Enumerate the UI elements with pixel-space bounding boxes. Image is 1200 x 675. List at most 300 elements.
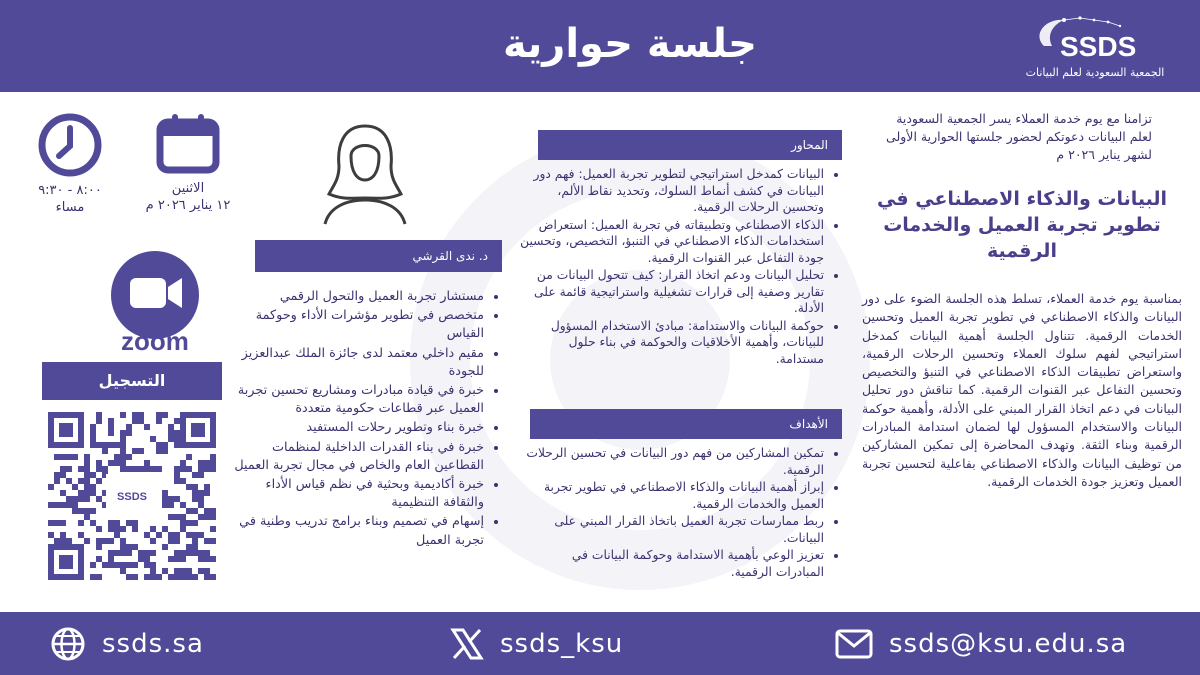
qr-module <box>180 568 186 574</box>
qr-module <box>168 574 174 580</box>
qr-module <box>162 526 168 532</box>
qr-module <box>66 538 72 544</box>
qr-module <box>162 490 168 496</box>
list-item: • إسهام في تصميم وبناء برامج تدريب وطنية في تجربة العميل <box>230 513 484 549</box>
qr-module <box>66 478 72 484</box>
list-item: • خبرة بناء وتطوير رحلات المستفيد <box>230 419 484 437</box>
list-item: • ربط ممارسات تجربة العميل باتخاذ القرار المبني على البيانات. <box>520 513 824 546</box>
qr-module <box>138 412 144 418</box>
qr-module <box>198 532 204 538</box>
axes-list <box>520 166 842 367</box>
qr-module <box>72 484 78 490</box>
qr-module <box>132 562 138 568</box>
qr-module <box>108 460 114 466</box>
qr-module <box>132 466 138 472</box>
qr-module <box>204 550 210 556</box>
event-day: الاثنين <box>171 181 205 196</box>
qr-module <box>54 538 60 544</box>
qr-module <box>96 574 102 580</box>
qr-module <box>192 472 198 478</box>
qr-module <box>72 508 78 514</box>
qr-module <box>102 448 108 454</box>
qr-module <box>90 472 96 478</box>
qr-module <box>96 412 102 418</box>
qr-module <box>168 496 174 502</box>
qr-module <box>108 562 114 568</box>
globe-icon <box>50 626 86 662</box>
qr-module <box>162 412 168 418</box>
qr-module <box>150 436 156 442</box>
qr-module <box>186 568 192 574</box>
qr-module <box>162 496 168 502</box>
qr-module <box>192 508 198 514</box>
qr-module <box>120 562 126 568</box>
qr-module <box>162 442 168 448</box>
qr-module <box>54 472 60 478</box>
qr-module <box>174 496 180 502</box>
qr-module <box>60 466 66 472</box>
qr-module <box>198 502 204 508</box>
qr-module <box>180 460 186 466</box>
list-item: • البيانات كمدخل استراتيجي لتطوير تجربة العميل: فهم دور البيانات في كشف أنماط السلوك، وتحديد نقاط الألم، وتحسين الرحلات الرقمية. <box>520 166 824 216</box>
qr-module <box>60 520 66 526</box>
qr-module <box>108 526 114 532</box>
qr-module <box>174 568 180 574</box>
qr-module <box>168 556 174 562</box>
qr-module <box>186 484 192 490</box>
qr-module <box>168 532 174 538</box>
qr-module <box>162 502 168 508</box>
qr-module <box>144 556 150 562</box>
page-title: جلسة حوارية <box>503 21 757 67</box>
qr-module <box>186 544 192 550</box>
date-block <box>138 112 238 214</box>
qr-module <box>78 532 84 538</box>
qr-module <box>210 526 216 532</box>
qr-module <box>180 550 186 556</box>
qr-module <box>132 418 138 424</box>
qr-module <box>84 460 90 466</box>
qr-module <box>48 502 54 508</box>
qr-module <box>60 490 66 496</box>
qr-module <box>96 466 102 472</box>
qr-module <box>132 526 138 532</box>
qr-module <box>174 442 180 448</box>
qr-module <box>162 568 168 574</box>
qr-module <box>198 496 204 502</box>
qr-module <box>210 538 216 544</box>
qr-module <box>114 562 120 568</box>
list-item: • تمكين المشاركين من فهم دور البيانات في تحسين الرحلات الرقمية. <box>520 445 824 478</box>
qr-module <box>174 478 180 484</box>
qr-module <box>168 436 174 442</box>
qr-module <box>210 454 216 460</box>
qr-module <box>90 562 96 568</box>
qr-module <box>186 454 192 460</box>
qr-module <box>102 538 108 544</box>
qr-module <box>72 496 78 502</box>
qr-module <box>150 526 156 532</box>
qr-module <box>90 430 96 436</box>
qr-module <box>180 466 186 472</box>
zoom-icon[interactable] <box>100 250 210 354</box>
qr-module <box>132 574 138 580</box>
qr-module <box>72 454 78 460</box>
qr-module <box>120 460 126 466</box>
qr-module <box>180 478 186 484</box>
qr-module <box>84 454 90 460</box>
qr-module <box>114 460 120 466</box>
qr-module <box>156 442 162 448</box>
qr-module <box>192 490 198 496</box>
qr-module <box>144 424 150 430</box>
qr-module <box>126 424 132 430</box>
qr-module <box>48 484 54 490</box>
qr-center-logo: SSDS <box>117 491 147 503</box>
qr-module <box>108 430 114 436</box>
list-item: • مستشار تجربة العميل والتحول الرقمي <box>230 288 484 306</box>
qr-module <box>192 538 198 544</box>
qr-module <box>120 526 126 532</box>
qr-module <box>60 472 66 478</box>
qr-module <box>204 508 210 514</box>
qr-module <box>138 556 144 562</box>
qr-module <box>198 550 204 556</box>
qr-module <box>84 514 90 520</box>
qr-module <box>180 514 186 520</box>
qr-module <box>90 424 96 430</box>
qr-module <box>54 502 60 508</box>
qr-module <box>156 418 162 424</box>
qr-module <box>180 502 186 508</box>
qr-module <box>60 502 66 508</box>
zoom-label: zoom <box>121 326 189 354</box>
event-period: مساء <box>55 200 85 215</box>
qr-module <box>126 466 132 472</box>
qr-module <box>138 448 144 454</box>
qr-module <box>60 532 66 538</box>
qr-module <box>114 454 120 460</box>
qr-module <box>132 448 138 454</box>
list-item: • متخصص في تطوير مؤشرات الأداء وحوكمة القياس <box>230 307 484 343</box>
qr-module <box>180 556 186 562</box>
qr-module <box>120 544 126 550</box>
list-item: • حوكمة البيانات والاستدامة: مبادئ الاستخدام المسؤول للبيانات، وأهمية الأخلاقيات والحوكمة في بناء حلول مستدامة. <box>520 318 824 368</box>
qr-module <box>192 520 198 526</box>
qr-module <box>126 520 132 526</box>
qr-module <box>204 556 210 562</box>
qr-module <box>72 502 78 508</box>
qr-module <box>108 442 114 448</box>
qr-module <box>156 532 162 538</box>
qr-module <box>138 550 144 556</box>
qr-module <box>204 538 210 544</box>
qr-module <box>84 538 90 544</box>
qr-module <box>204 460 210 466</box>
list-item: • خبرة أكاديمية وبحثية في نظم قياس الأداء والثقافة التنظيمية <box>230 476 484 512</box>
email-link[interactable] <box>835 612 1127 675</box>
list-item: • تعزيز الوعي بأهمية الاستدامة وحوكمة البيانات في المبادرات الرقمية. <box>520 547 824 580</box>
qr-module <box>66 496 72 502</box>
qr-module <box>102 562 108 568</box>
qr-module <box>126 562 132 568</box>
qr-module <box>150 562 156 568</box>
qr-module <box>54 520 60 526</box>
qr-module <box>102 466 108 472</box>
qr-module <box>66 502 72 508</box>
qr-module <box>96 460 102 466</box>
qr-module <box>132 544 138 550</box>
qr-module <box>174 436 180 442</box>
qr-module <box>126 430 132 436</box>
website-text: ssds.sa <box>102 628 204 659</box>
qr-module <box>168 424 174 430</box>
qr-module <box>54 478 60 484</box>
qr-module <box>84 496 90 502</box>
list-item: • تحليل البيانات ودعم اتخاذ القرار: كيف تتحول البيانات من تقارير وصفية إلى قرارات تشغيلية واستراتيجية قائمة على الأدلة. <box>520 267 824 317</box>
qr-module <box>84 508 90 514</box>
qr-module <box>198 466 204 472</box>
qr-module <box>174 418 180 424</box>
qr-module <box>144 466 150 472</box>
ssds-logo-icon <box>1024 12 1174 64</box>
qr-module <box>144 574 150 580</box>
qr-module <box>168 514 174 520</box>
qr-module <box>120 442 126 448</box>
event-time: ٨:٠٠ - ٩:٣٠ <box>38 183 102 198</box>
qr-module <box>180 520 186 526</box>
qr-module <box>126 574 132 580</box>
qr-module <box>78 478 84 484</box>
qr-module <box>90 436 96 442</box>
qr-module <box>90 520 96 526</box>
qr-module <box>90 490 96 496</box>
qr-module <box>168 430 174 436</box>
qr-module <box>168 502 174 508</box>
qr-module <box>120 568 126 574</box>
qr-module <box>132 412 138 418</box>
qr-module <box>138 466 144 472</box>
qr-module <box>174 574 180 580</box>
intro-text: تزامنا مع يوم خدمة العملاء يسر الجمعية السعودية لعلم البيانات دعوتكم لحضور جلستها الحوارية الأولى لشهر يناير ٢٠٢٦ م <box>886 111 1152 162</box>
qr-module <box>174 466 180 472</box>
topics-column <box>520 130 842 581</box>
register-button[interactable]: التسجيل <box>42 362 222 400</box>
qr-module <box>78 520 84 526</box>
twitter-handle: ssds_ksu <box>500 628 624 659</box>
qr-module <box>126 454 132 460</box>
qr-module <box>60 538 66 544</box>
qr-module <box>120 430 126 436</box>
footer-bar <box>0 612 1200 675</box>
qr-module <box>192 484 198 490</box>
qr-module <box>186 550 192 556</box>
qr-module <box>90 574 96 580</box>
qr-module <box>108 538 114 544</box>
qr-module <box>102 442 108 448</box>
qr-module <box>84 484 90 490</box>
qr-module <box>96 496 102 502</box>
qr-module <box>108 556 114 562</box>
qr-module <box>114 442 120 448</box>
qr-module <box>156 448 162 454</box>
qr-module <box>174 556 180 562</box>
qr-module <box>126 544 132 550</box>
qr-module <box>144 562 150 568</box>
qr-module <box>132 520 138 526</box>
qr-module <box>180 526 186 532</box>
qr-module <box>150 538 156 544</box>
list-item: • إبراز أهمية البيانات والذكاء الاصطناعي في تطوير تجربة العميل والخدمات الرقمية. <box>520 479 824 512</box>
qr-module <box>174 430 180 436</box>
qr-module <box>96 526 102 532</box>
qr-module <box>186 466 192 472</box>
qr-module <box>210 556 216 562</box>
qr-code[interactable] <box>48 412 216 580</box>
qr-module <box>120 448 126 454</box>
qr-module <box>96 556 102 562</box>
goals-list <box>520 445 842 580</box>
qr-module <box>204 466 210 472</box>
qr-module <box>78 508 84 514</box>
list-item: • خبرة في بناء القدرات الداخلية لمنظمات القطاعين العام والخاص في مجال تجربة العميل <box>230 439 484 475</box>
qr-module <box>186 508 192 514</box>
qr-module <box>96 478 102 484</box>
qr-module <box>96 544 102 550</box>
qr-module <box>198 460 204 466</box>
qr-module <box>144 532 150 538</box>
qr-module <box>108 424 114 430</box>
qr-module <box>120 412 126 418</box>
list-item: • مقيم داخلي معتمد لدى جائزة الملك عبدالعزيز للجودة <box>230 345 484 381</box>
qr-module <box>108 550 114 556</box>
mail-icon <box>835 629 873 659</box>
qr-module <box>210 514 216 520</box>
qr-module <box>156 466 162 472</box>
speaker-name: د. ندى القرشي <box>255 240 502 272</box>
time-block <box>30 112 110 216</box>
qr-module <box>198 490 204 496</box>
qr-module <box>84 478 90 484</box>
qr-module <box>210 460 216 466</box>
qr-module <box>78 496 84 502</box>
website-link[interactable] <box>50 612 204 675</box>
logo-wordmark: SSDS <box>1060 31 1137 62</box>
qr-module <box>138 418 144 424</box>
qr-module <box>186 532 192 538</box>
qr-module <box>150 568 156 574</box>
qr-module <box>150 574 156 580</box>
qr-module <box>192 544 198 550</box>
qr-module <box>162 448 168 454</box>
speaker-bio <box>230 282 502 551</box>
qr-module <box>66 466 72 472</box>
qr-module <box>66 454 72 460</box>
qr-module <box>144 460 150 466</box>
goals-header: الأهداف <box>530 409 842 439</box>
qr-module <box>90 442 96 448</box>
qr-module <box>198 568 204 574</box>
qr-module <box>54 454 60 460</box>
qr-module <box>150 466 156 472</box>
qr-module <box>156 412 162 418</box>
qr-module <box>108 418 114 424</box>
qr-module <box>210 508 216 514</box>
qr-module <box>204 514 210 520</box>
qr-module <box>78 466 84 472</box>
qr-module <box>186 574 192 580</box>
qr-module <box>120 454 126 460</box>
qr-module <box>90 508 96 514</box>
qr-module <box>174 472 180 478</box>
qr-module <box>204 574 210 580</box>
qr-module <box>48 520 54 526</box>
qr-module <box>174 538 180 544</box>
qr-module <box>150 550 156 556</box>
qr-module <box>198 472 204 478</box>
qr-module <box>168 538 174 544</box>
qr-module <box>204 490 210 496</box>
qr-module <box>186 520 192 526</box>
qr-module <box>192 496 198 502</box>
qr-module <box>210 574 216 580</box>
qr-module <box>108 520 114 526</box>
intro-column <box>862 110 1182 491</box>
qr-module <box>84 472 90 478</box>
ssds-logo <box>1010 12 1180 84</box>
x-twitter-icon <box>450 627 484 661</box>
qr-module <box>120 436 126 442</box>
qr-module <box>48 532 54 538</box>
qr-module <box>192 550 198 556</box>
qr-module <box>156 574 162 580</box>
email-text: ssds@ksu.edu.sa <box>889 628 1128 659</box>
qr-module <box>114 550 120 556</box>
qr-module <box>126 550 132 556</box>
qr-module <box>204 568 210 574</box>
list-item: • الذكاء الاصطناعي وتطبيقاته في تجربة العميل: استعراض استخدامات الذكاء الاصطناعي في التنبؤ، التخصيص، وتحسين جودة التفاعل عبر القنوات الرقمية. <box>520 217 824 267</box>
qr-module <box>84 490 90 496</box>
qr-module <box>120 538 126 544</box>
qr-module <box>96 538 102 544</box>
qr-module <box>192 532 198 538</box>
qr-module <box>174 550 180 556</box>
list-item: • خبرة في قيادة مبادرات ومشاريع تحسين تجربة العميل عبر قطاعات حكومية متعددة <box>230 382 484 418</box>
qr-module <box>192 574 198 580</box>
qr-module <box>198 556 204 562</box>
qr-module <box>90 484 96 490</box>
qr-module <box>204 484 210 490</box>
qr-module <box>210 466 216 472</box>
qr-module <box>60 454 66 460</box>
qr-module <box>114 532 120 538</box>
qr-module <box>96 418 102 424</box>
qr-module <box>198 514 204 520</box>
qr-module <box>180 574 186 580</box>
qr-module <box>84 466 90 472</box>
header-bar <box>0 0 1200 92</box>
qr-module <box>174 514 180 520</box>
axes-header: المحاور <box>538 130 842 160</box>
qr-module <box>120 550 126 556</box>
speaker-bio-list <box>230 288 502 550</box>
session-title: البيانات والذكاء الاصطناعي في تطوير تجربة العميل والخدمات الرقمية <box>876 188 1168 262</box>
speaker-avatar-icon <box>315 120 415 230</box>
qr-module <box>114 520 120 526</box>
qr-module <box>174 532 180 538</box>
qr-module <box>114 526 120 532</box>
twitter-link[interactable] <box>450 612 623 675</box>
